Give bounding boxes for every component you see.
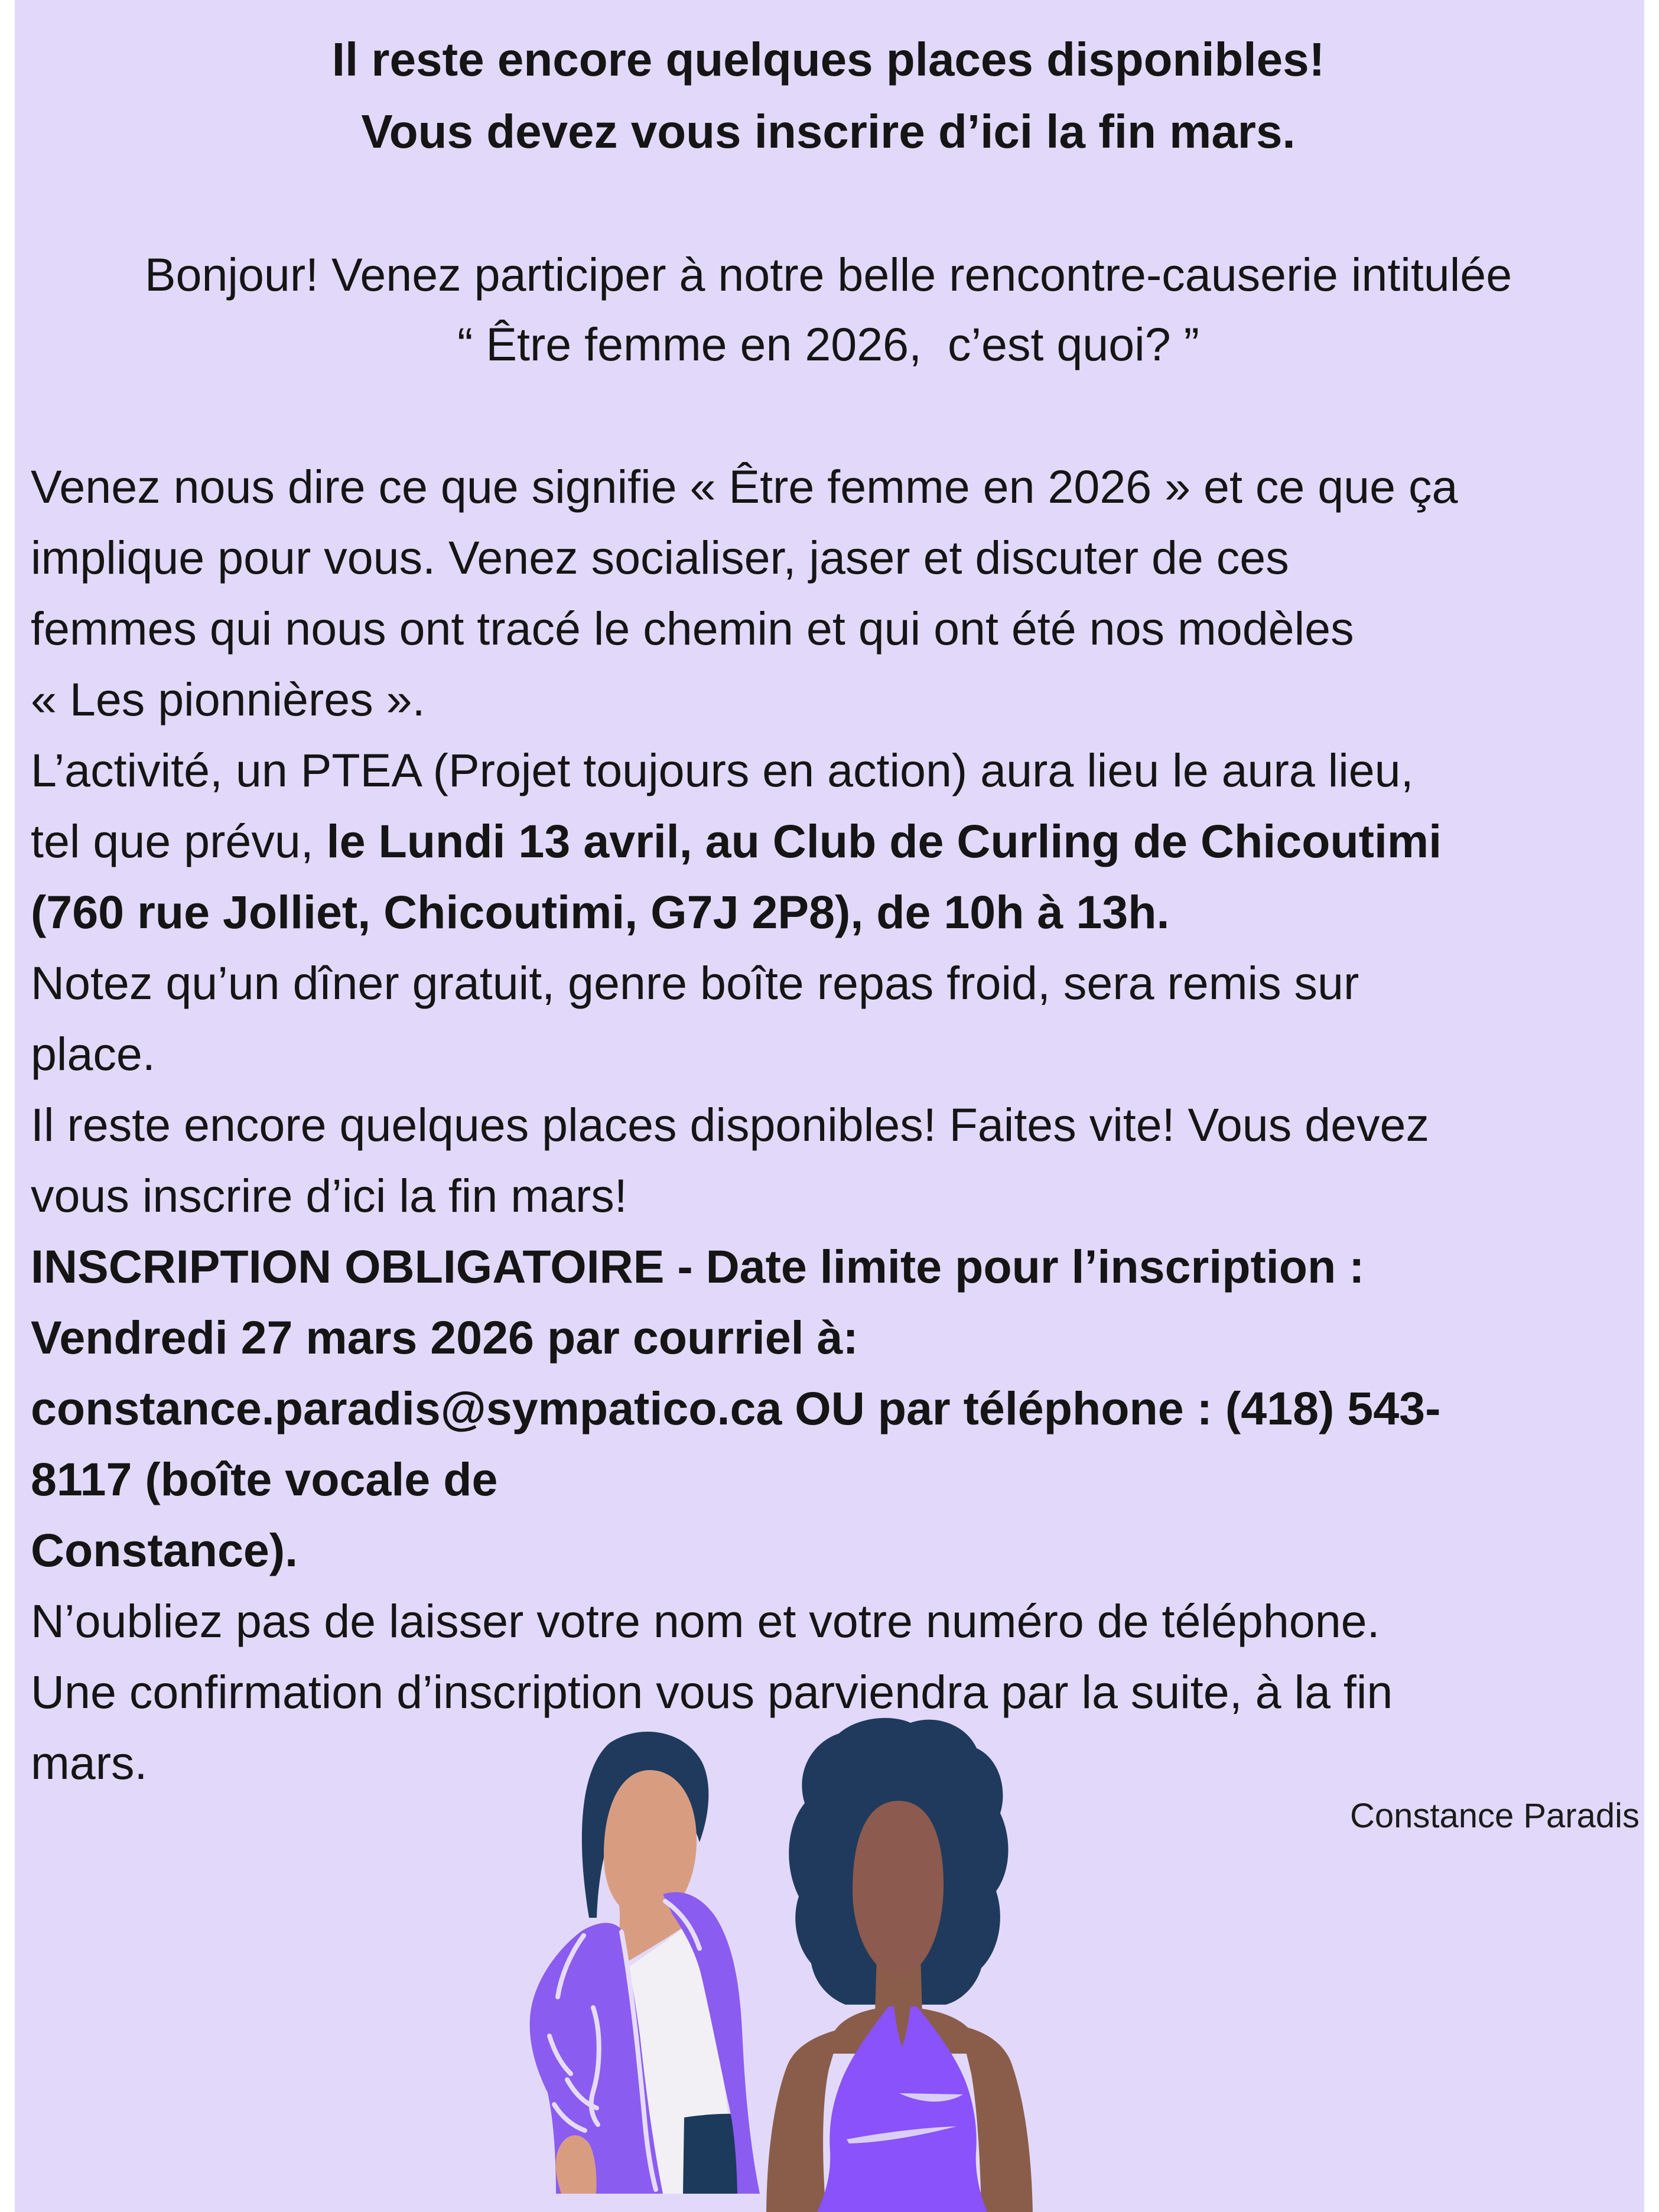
left-woman-figure — [530, 1732, 760, 2194]
body-line: Vendredi 27 mars 2026 par courriel à: — [31, 1311, 858, 1364]
flyer-text — [31, 24, 1626, 1798]
body-line: L’activité, un PTEA (Projet toujours en action) aura lieu le aura lieu, — [31, 744, 1414, 796]
body-line: Notez qu’un dîner gratuit, genre boîte repas froid, sera remis sur — [31, 957, 1359, 1009]
body-line: N’oubliez pas de laisser votre nom et votre numéro de téléphone. — [31, 1595, 1380, 1647]
body-line: mars. — [31, 1736, 148, 1789]
body-line: implique pour vous. Venez socialiser, jaser et discuter de ces — [31, 531, 1289, 584]
body-line: vous inscrire d’ici la fin mars! — [31, 1169, 627, 1222]
body-line: tel que prévu, le Lundi 13 avril, au Club de Curling de Chicoutimi — [31, 815, 1442, 867]
signature-name: Constance Paradis — [1349, 1797, 1640, 1835]
header-block — [31, 24, 1626, 168]
right-woman-face — [853, 1801, 944, 1976]
body-line: 8117 (boîte vocale de — [31, 1453, 498, 1505]
intro-block — [31, 240, 1626, 379]
body-line: Venez nous dire ce que signifie « Être femme en 2026 » et ce que ça — [31, 460, 1458, 513]
intro-line: Bonjour! Venez participer à notre belle rencontre-causerie intitulée — [144, 248, 1512, 301]
body-line: Il reste encore quelques places disponibles! Faites vite! Vous devez — [31, 1098, 1429, 1151]
body-block — [31, 451, 1626, 1798]
body-line: (760 rue Jolliet, Chicoutimi, G7J 2P8), de 10h à 13h. — [31, 886, 1170, 938]
body-line: place. — [31, 1027, 155, 1080]
body-line: constance.paradis@sympatico.ca OU par téléphone : (418) 543- — [31, 1382, 1441, 1434]
intro-line: “ Être femme en 2026, c’est quoi? ” — [457, 318, 1199, 370]
left-woman-skirt — [683, 2114, 741, 2194]
body-line: Constance). — [31, 1524, 298, 1576]
body-line: Une confirmation d’inscription vous parviendra par la suite, à la fin — [31, 1665, 1393, 1718]
body-line: INSCRIPTION OBLIGATOIRE - Date limite pour l’inscription : — [31, 1240, 1365, 1293]
body-line: femmes qui nous ont tracé le chemin et qui ont été nos modèles — [31, 602, 1354, 655]
body-line: « Les pionnières ». — [31, 673, 425, 726]
header-line: Il reste encore quelques places disponibles! — [331, 33, 1325, 86]
header-line: Vous devez vous inscrire d’ici la fin mars. — [361, 105, 1296, 158]
